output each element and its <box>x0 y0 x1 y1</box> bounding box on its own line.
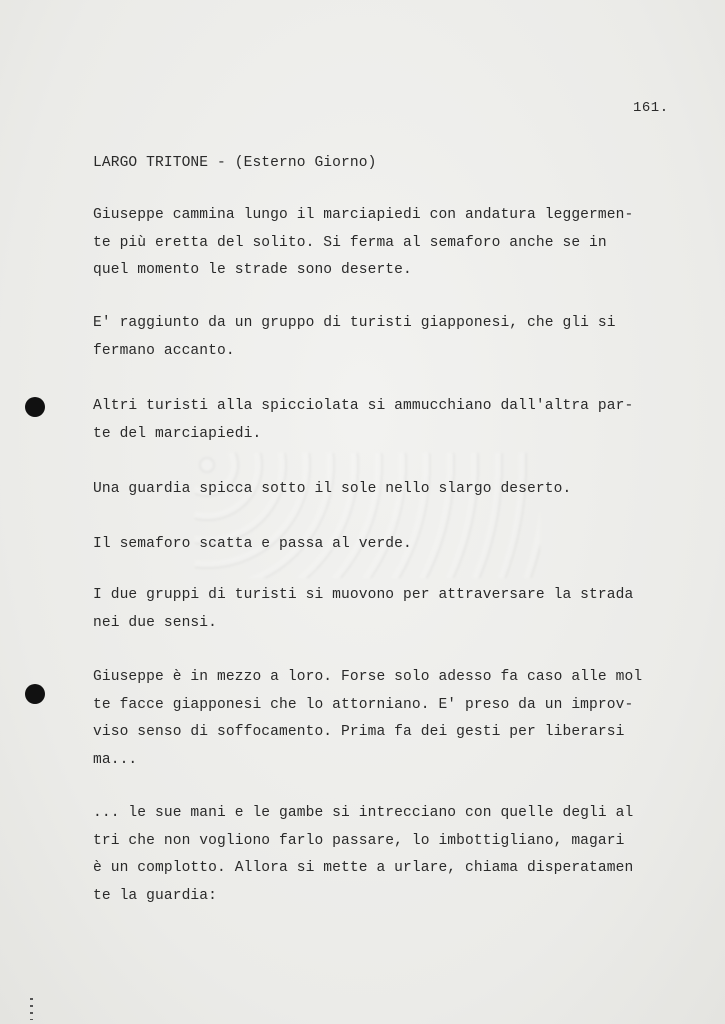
scene-heading: LARGO TRITONE - (Esterno Giorno) <box>93 155 377 171</box>
edge-marks <box>30 998 33 1020</box>
paragraph: Altri turisti alla spicciolata si ammucchiano dall'altra par- te del marciapiedi. <box>93 398 634 442</box>
binder-hole <box>25 684 45 704</box>
paragraph: ... le sue mani e le gambe si intrecciano con quelle degli al tri che non vogliono farlo passare, lo imbottigliano, magari è un complotto. Allora si mette a urlare, chiama disperatamen te la guardia: <box>93 805 634 904</box>
binder-hole <box>25 397 45 417</box>
paragraph: Giuseppe cammina lungo il marciapiedi con andatura leggermen- te più eretta del solito. Si ferma al semaforo anche se in quel momento le strade sono deserte. <box>93 207 634 278</box>
paragraph: Una guardia spicca sotto il sole nello slargo deserto. <box>93 481 572 497</box>
archive-watermark <box>195 453 540 578</box>
paragraph: I due gruppi di turisti si muovono per attraversare la strada nei due sensi. <box>93 587 634 631</box>
paragraph: Giuseppe è in mezzo a loro. Forse solo adesso fa caso alle mol te facce giapponesi che lo attorniano. E' preso da un improv- viso senso di soffocamento. Prima fa dei gesti per liberarsi ma... <box>93 669 643 768</box>
page-number: 161. <box>633 100 669 116</box>
paragraph: Il semaforo scatta e passa al verde. <box>93 536 412 552</box>
paragraph: E' raggiunto da un gruppo di turisti giapponesi, che gli si fermano accanto. <box>93 315 616 359</box>
